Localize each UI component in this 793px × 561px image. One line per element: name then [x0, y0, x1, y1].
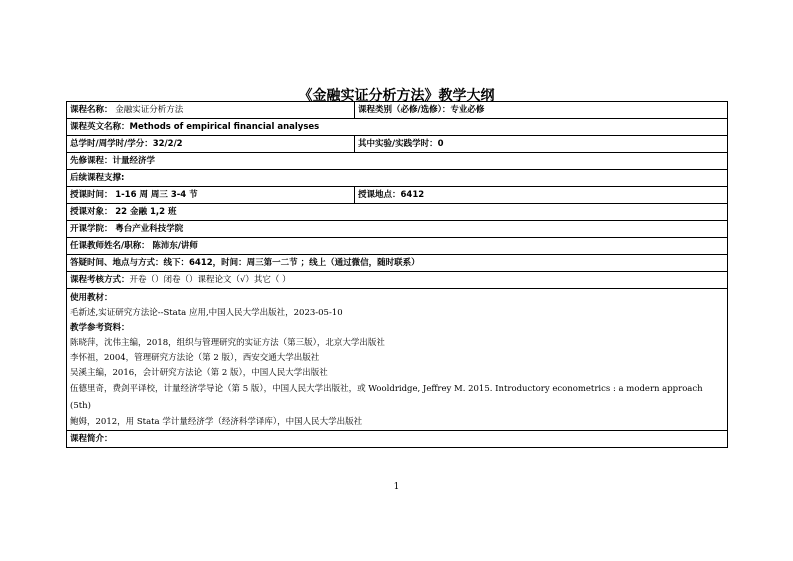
- reference-item: 吴溪主编，2016，会计研究方法论（第 2 版），中国人民大学出版社: [70, 368, 328, 378]
- hours-value: 32/2/2: [152, 138, 183, 149]
- exam-label: 课程考核方式：: [70, 274, 130, 285]
- teacher-cell: [67, 238, 728, 255]
- followup-label: 后续课程支撑:: [70, 172, 125, 183]
- table-row: [67, 204, 728, 221]
- place-label: 授课地点：: [358, 189, 401, 200]
- qa-label: 答疑时间、地点与方式：: [70, 257, 164, 268]
- lab-hours-cell: [355, 136, 728, 153]
- table-row: [67, 170, 728, 187]
- place-cell: [355, 187, 728, 204]
- reference-item: 鲍姆，2012，用 Stata 学计量经济学（经济科学译库），中国人民大学出版社: [70, 417, 363, 427]
- hours-cell: [67, 136, 355, 153]
- college-cell: [67, 221, 728, 238]
- table-row: [67, 238, 728, 255]
- course-category-label: 课程类别（必修/选修）：: [358, 104, 451, 115]
- time-value: 1-16 周 周三 3-4 节: [115, 189, 198, 200]
- course-category-cell: [355, 102, 728, 119]
- reference-item: 伍德里奇，费剑平译校，计量经济学导论（第 5 版），中国人民大学出版社，或 Wooldridge, Jeffrey M. 2015. Introductory econometrics : a modern approach (5th): [70, 384, 703, 411]
- table-row: [67, 119, 728, 136]
- prereq-label: 先修课程：: [70, 155, 113, 166]
- course-name-value: 金融实证分析方法: [115, 104, 184, 115]
- english-name-value: Methods of empirical financial analyses: [129, 121, 320, 132]
- course-category-value: 专业必修: [450, 104, 485, 115]
- english-name-cell: [67, 119, 728, 136]
- textbook-label: 使用教材：: [70, 293, 113, 303]
- time-cell: [67, 187, 355, 204]
- syllabus-table: [66, 101, 728, 448]
- textbooks-cell: [67, 289, 728, 431]
- references-label: 教学参考资料：: [70, 323, 130, 333]
- followup-cell: [67, 170, 728, 187]
- document-title: 《金融实证分析方法》教学大纲: [298, 88, 495, 104]
- textbook-main: 毛新述,实证研究方法论--Stata 应用,中国人民大学出版社，2023-05-10: [70, 308, 343, 318]
- table-row: [67, 431, 728, 448]
- lab-hours-value: 0: [437, 138, 444, 149]
- table-row: [67, 102, 728, 119]
- audience-value: 22 金融 1,2 班: [115, 206, 177, 217]
- exam-value: 开卷（）闭卷（）课程论文（√）其它（ ）: [129, 274, 291, 285]
- qa-cell: [67, 255, 728, 272]
- reference-item: 李怀祖，2004，管理研究方法论（第 2 版），西安交通大学出版社: [70, 353, 320, 363]
- teacher-value: 陈沛东/讲师: [152, 240, 198, 251]
- place-value: 6412: [400, 189, 425, 200]
- intro-label: 课程简介：: [70, 433, 113, 444]
- audience-cell: [67, 204, 728, 221]
- teacher-label: 任课教师姓名/职称：: [70, 240, 150, 251]
- college-value: 粤台产业科技学院: [115, 223, 184, 234]
- table-row: [67, 187, 728, 204]
- page-number: 1: [393, 482, 400, 492]
- table-row: [67, 289, 728, 431]
- english-name-label: 课程英文名称：: [70, 121, 130, 132]
- lab-hours-label: 其中实验/实践学时：: [358, 138, 438, 149]
- college-label: 开课学院：: [70, 223, 113, 234]
- course-name-label: 课程名称：: [70, 104, 113, 115]
- intro-cell: [67, 431, 728, 448]
- reference-item: 陈晓萍，沈伟主编，2018，组织与管理研究的实证方法（第三版），北京大学出版社: [70, 338, 385, 348]
- course-name-cell: [67, 102, 355, 119]
- qa-value: 线下：6412，时间：周三第一二节 ；线上（通过微信，随时联系）: [163, 257, 420, 268]
- audience-label: 授课对象：: [70, 206, 113, 217]
- hours-label: 总学时/周学时/学分：: [70, 138, 153, 149]
- exam-cell: [67, 272, 728, 289]
- prereq-value: 计量经济学: [112, 155, 156, 166]
- time-label: 授课时间：: [70, 189, 113, 200]
- table-row: [67, 272, 728, 289]
- table-row: [67, 136, 728, 153]
- prereq-cell: [67, 153, 728, 170]
- table-row: [67, 153, 728, 170]
- table-row: [67, 255, 728, 272]
- table-row: [67, 221, 728, 238]
